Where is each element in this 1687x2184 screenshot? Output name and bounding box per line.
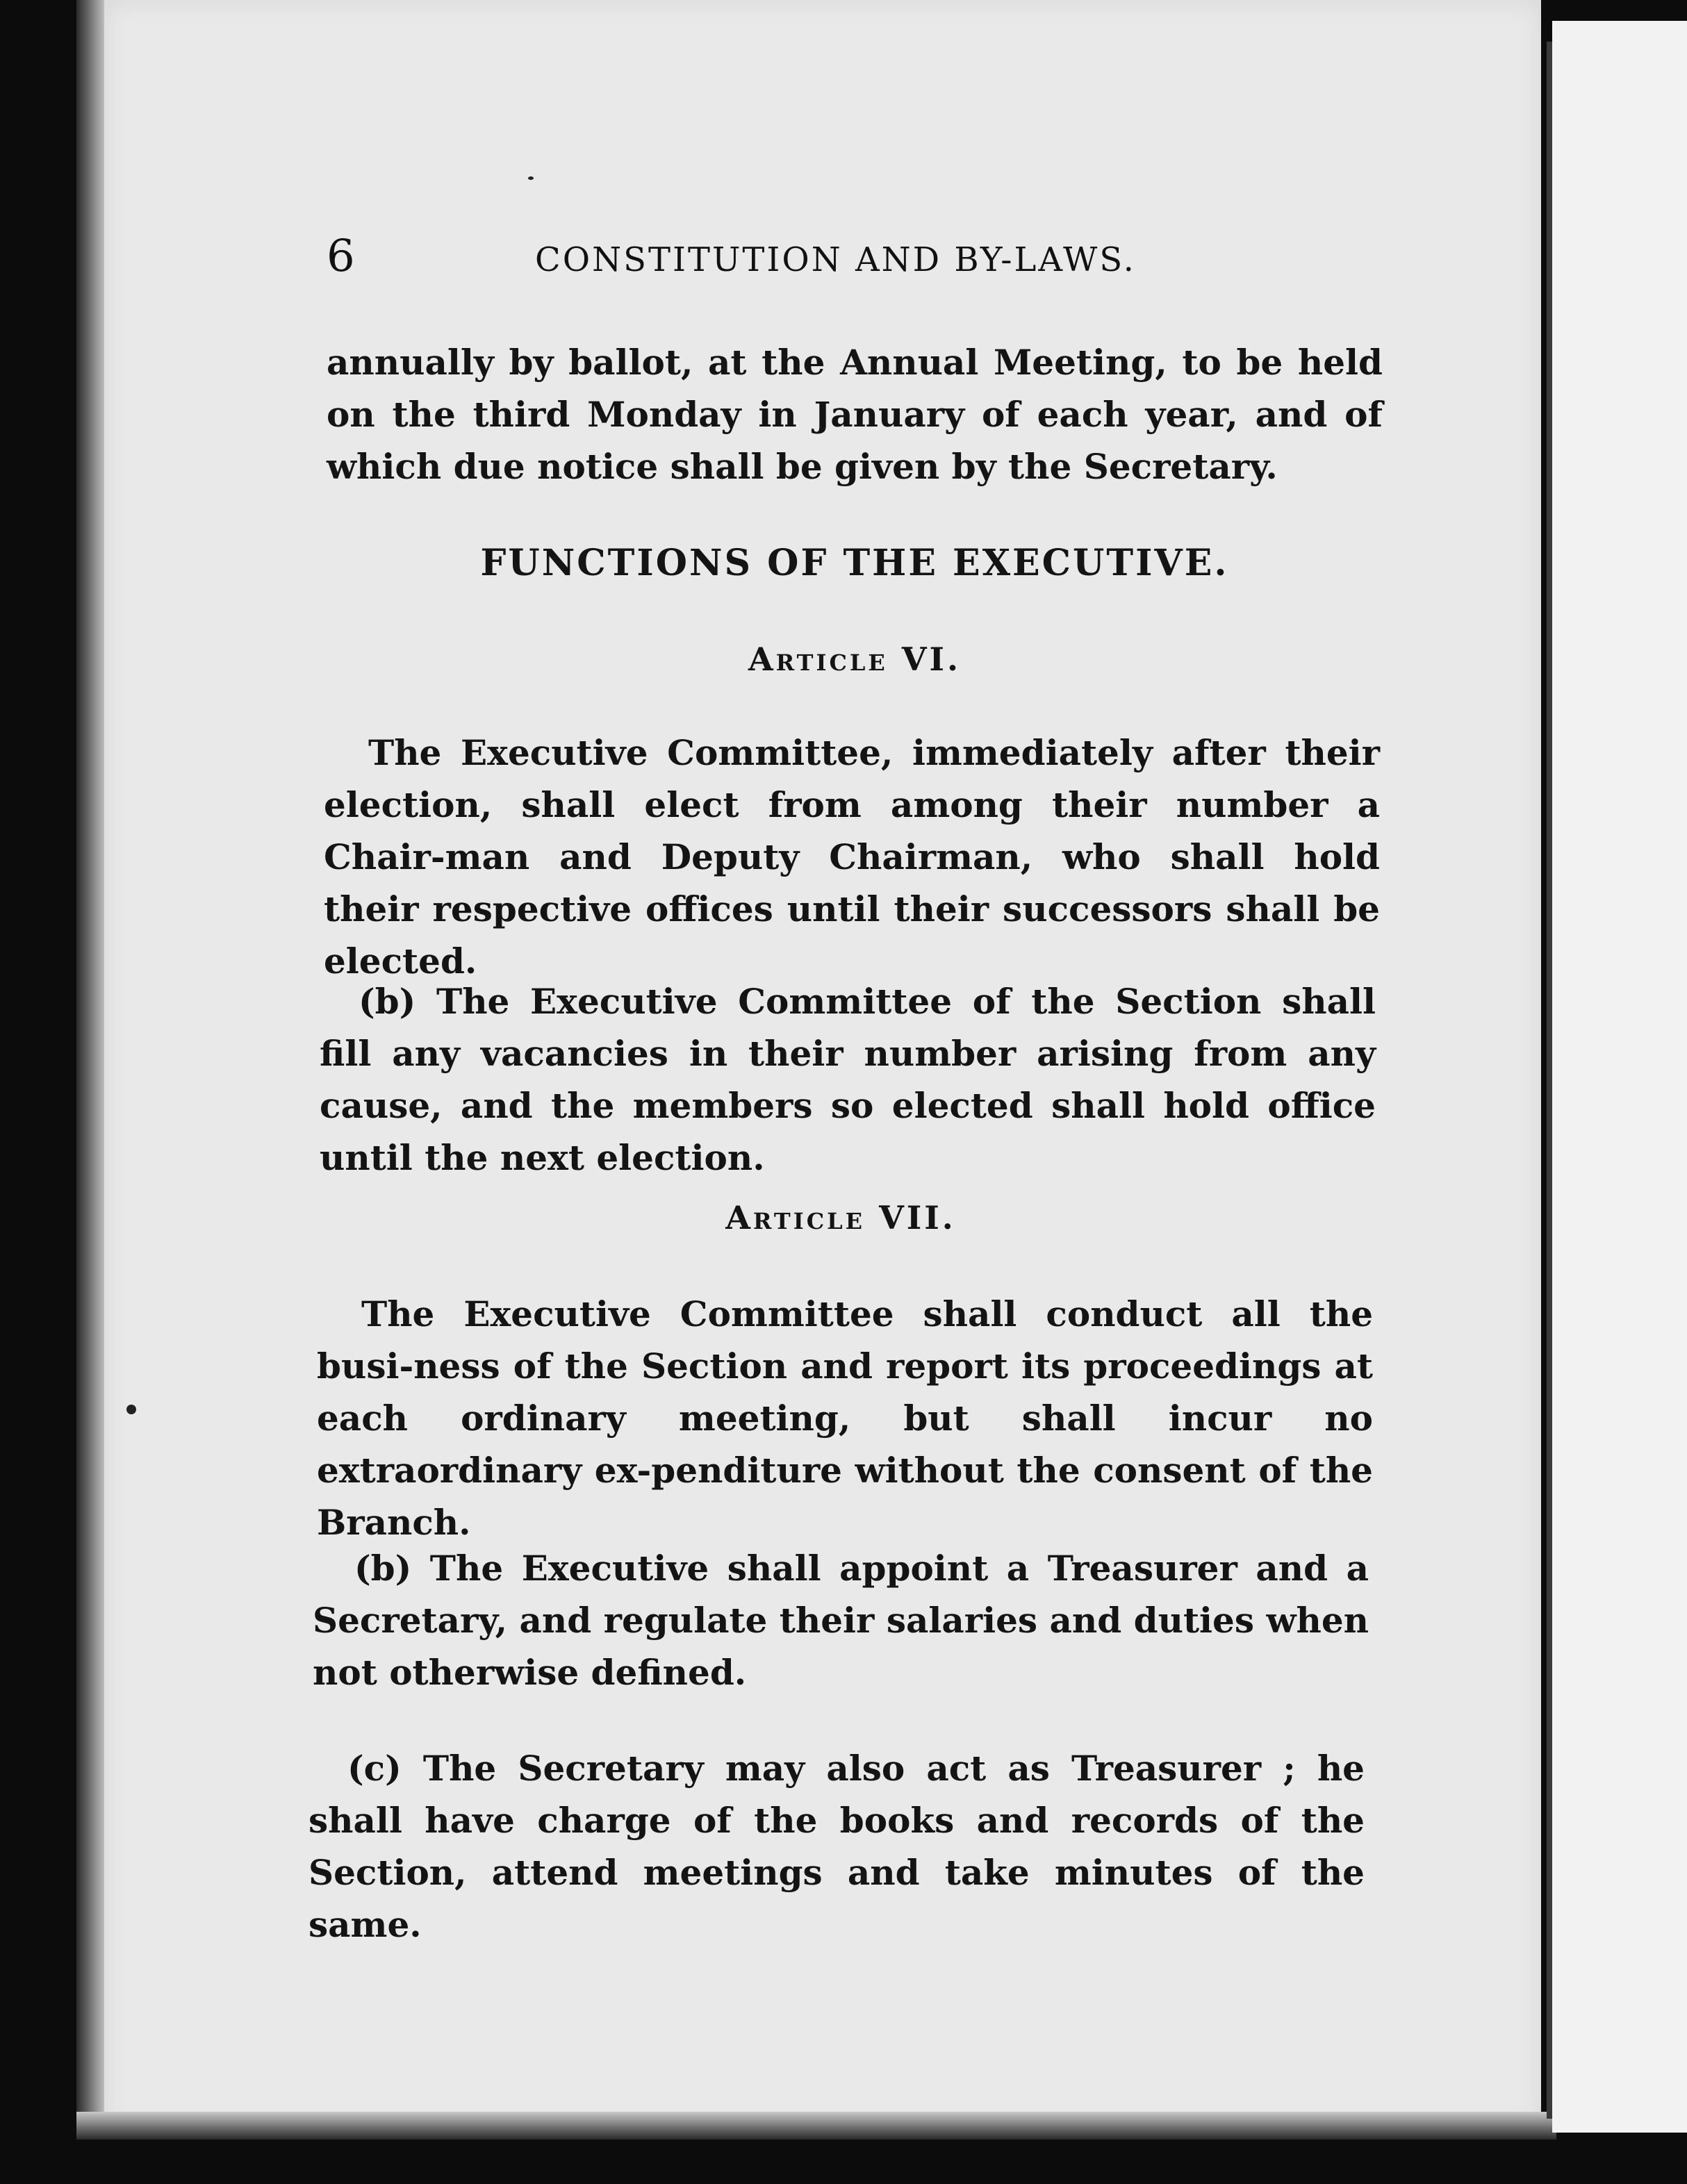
section-heading: FUNCTIONS OF THE EXECUTIVE. bbox=[480, 542, 1229, 584]
page-bottom-edge bbox=[76, 2112, 1556, 2140]
dust-speck bbox=[528, 176, 534, 180]
page-gutter bbox=[1547, 42, 1552, 2119]
article-vi-paragraph: The Executive Committee, immediately after their election, shall elect from among their number a Chair-man and Deputy Chairman, who shall hold their respective offices until their successors shall be elected. bbox=[324, 732, 1380, 982]
article-vii-paragraph: The Executive Committee shall conduct all the busi-ness of the Section and report its proceedings at each ordinary meeting, but shall incur no extraordinary ex-penditure without the consent of the Branch. bbox=[317, 1293, 1373, 1543]
dust-speck bbox=[126, 1405, 136, 1414]
article-vii-heading: Article VII. bbox=[725, 1199, 956, 1236]
article-vi-heading: Article VI. bbox=[748, 640, 962, 678]
continuation-paragraph: annually by ballot, at the Annual Meeting, to be held on the third Monday in January of each year, and of which due notice shall be given by the Secretary. bbox=[327, 342, 1383, 487]
page-left-edge bbox=[76, 0, 104, 2131]
article-vii-paragraph-b: (b) The Executive shall appoint a Treasurer and a Secretary, and regulate their salaries and duties when not otherwise defined. bbox=[313, 1548, 1369, 1693]
facing-page bbox=[1552, 21, 1687, 2133]
page-number: 6 bbox=[327, 231, 355, 282]
running-head bbox=[327, 231, 1202, 286]
article-vii-paragraph-c: (c) The Secretary may also act as Treasurer ; he shall have charge of the books and records of the Section, attend meetings and take minutes of the same. bbox=[308, 1748, 1365, 1945]
article-vi-paragraph-b: (b) The Executive Committee of the Section shall fill any vacancies in their number arising from any cause, and the members so elected shall hold office until the next election. bbox=[320, 981, 1376, 1178]
running-title: CONSTITUTION AND BY-LAWS. bbox=[535, 240, 1136, 279]
